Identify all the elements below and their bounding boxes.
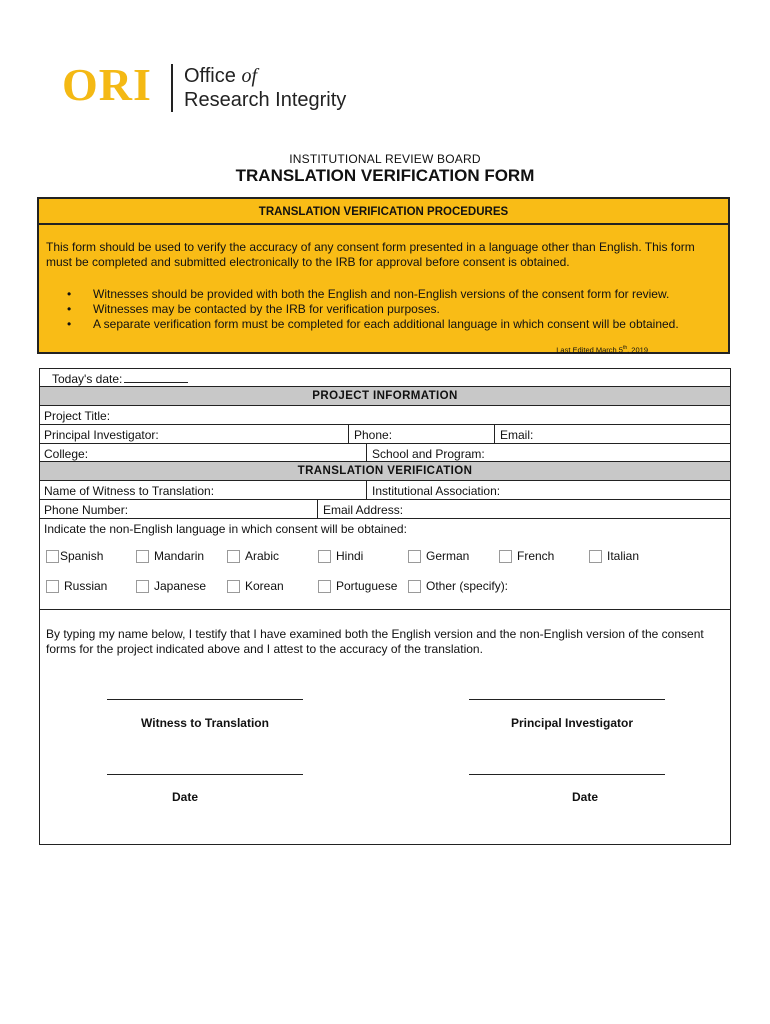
checkbox-icon[interactable] [227, 580, 240, 593]
todays-date-field[interactable]: Today's date: [48, 371, 188, 388]
logo-divider [171, 64, 173, 112]
checkbox-icon[interactable] [408, 550, 421, 563]
board-subtitle: INSTITUTIONAL REVIEW BOARD [289, 152, 481, 166]
checkbox-icon[interactable] [46, 580, 59, 593]
phone-number-field[interactable]: Phone Number: [44, 503, 129, 517]
checkbox-icon[interactable] [589, 550, 602, 563]
checkbox-japanese[interactable]: Japanese [136, 579, 206, 593]
witness-row [40, 481, 730, 500]
checkbox-icon[interactable] [136, 580, 149, 593]
witness-name-field[interactable]: Name of Witness to Translation: [44, 484, 215, 498]
checkbox-other[interactable]: Other (specify): [408, 579, 508, 593]
witness-date-line[interactable] [107, 774, 303, 775]
witness-date-label: Date [171, 790, 198, 804]
checkbox-italian[interactable]: Italian [589, 549, 639, 563]
checkbox-french[interactable]: French [499, 549, 554, 563]
email-address-field[interactable]: Email Address: [317, 500, 732, 518]
college-field[interactable]: College: [44, 447, 89, 461]
bullet-icon: • [67, 287, 72, 301]
pi-signature-line[interactable] [469, 699, 665, 700]
procedures-box [37, 197, 730, 354]
witness-signature-line[interactable] [107, 699, 303, 700]
procedures-heading: TRANSLATION VERIFICATION PROCEDURES [39, 199, 728, 225]
checkbox-icon[interactable] [499, 550, 512, 563]
list-item: • A separate verification form must be completed for each additional language in which consent will be obtained. [67, 317, 679, 331]
todays-date-blank[interactable] [124, 371, 188, 383]
checkbox-spanish[interactable]: Spanish [46, 549, 103, 563]
bullet-icon: • [67, 302, 72, 316]
checkbox-icon[interactable] [408, 580, 421, 593]
pi-signature-label: Principal Investigator [510, 716, 634, 730]
phone-field[interactable]: Phone: [348, 425, 494, 443]
checkbox-german[interactable]: German [408, 549, 469, 563]
procedures-intro: This form should be used to verify the accuracy of any consent form presented in a language other than English. This form must be completed and submitted electronically to the IRB for approval before consent is obtained. [46, 240, 695, 269]
language-prompt: Indicate the non-English language in which consent will be obtained: [44, 522, 407, 536]
pi-row [40, 425, 730, 444]
pi-date-label: Date [571, 790, 598, 804]
list-item: • Witnesses may be contacted by the IRB for verification purposes. [67, 302, 440, 316]
translation-verification-header: TRANSLATION VERIFICATION [40, 462, 730, 481]
bullet-icon: • [67, 317, 72, 331]
logo-office-of: Office of [184, 65, 257, 87]
verification-form [39, 368, 731, 845]
logo-research-integrity: Research Integrity [184, 89, 347, 111]
checkbox-portuguese[interactable]: Portuguese [318, 579, 397, 593]
checkbox-russian[interactable]: Russian [46, 579, 107, 593]
procedures-list [67, 287, 727, 332]
checkbox-icon[interactable] [227, 550, 240, 563]
witness-contact-row [40, 500, 730, 519]
ori-logo-mark: ORI [62, 59, 152, 110]
checkbox-icon[interactable] [136, 550, 149, 563]
checkbox-arabic[interactable]: Arabic [227, 549, 279, 563]
witness-signature-label: Witness to Translation [141, 716, 269, 730]
checkbox-icon[interactable] [318, 550, 331, 563]
last-edited: Last Edited March 5th, 2019 [556, 345, 648, 355]
project-information-header: PROJECT INFORMATION [40, 387, 730, 406]
checkbox-korean[interactable]: Korean [227, 579, 284, 593]
checkbox-icon[interactable] [46, 550, 59, 563]
college-row [40, 444, 730, 462]
language-row [40, 519, 730, 610]
institutional-association-field[interactable]: Institutional Association: [366, 481, 732, 499]
checkbox-mandarin[interactable]: Mandarin [136, 549, 204, 563]
form-title: TRANSLATION VERIFICATION FORM [235, 166, 535, 185]
checkbox-icon[interactable] [318, 580, 331, 593]
email-field[interactable]: Email: [494, 425, 732, 443]
project-title-row [40, 406, 730, 425]
list-item: • Witnesses should be provided with both the English and non-English versions of the consent form for review. [67, 287, 670, 301]
checkbox-hindi[interactable]: Hindi [318, 549, 363, 563]
attestation-text: By typing my name below, I testify that I have examined both the English version and the non-English version of the consent forms for the project indicated above and I attest to the accuracy of the translation. [46, 627, 704, 656]
school-program-field[interactable]: School and Program: [366, 444, 732, 461]
pi-field[interactable]: Principal Investigator: [44, 428, 159, 442]
project-title-field[interactable]: Project Title: [44, 409, 111, 423]
pi-date-line[interactable] [469, 774, 665, 775]
todays-date-row [40, 369, 730, 387]
